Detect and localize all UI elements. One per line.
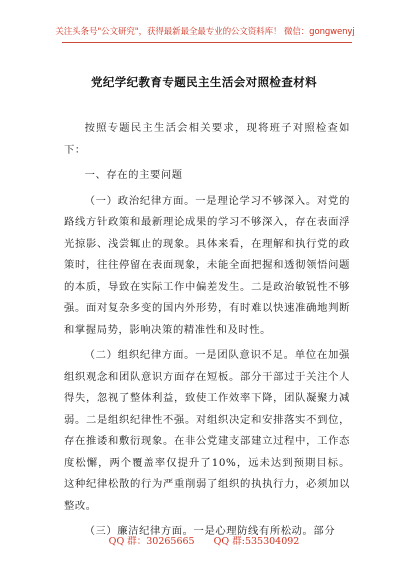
paragraph-political-discipline: （一）政治纪律方面。一是理论学习不够深入。对党的路线方针政策和最新理论成果的学习不够深入，存在表面浮光掠影、浅尝辄止的现象。具体来看，在理解和执行党的政策时，往往停留在表面现象，未能全面把握和透彻领悟问题的本质，导致在实际工作中偏差发生。二是政治敏锐性不够强。面对复杂多变的国内外形势，有时难以快速准确地判断和掌握局势，影响决策的精准性和及时性。 (64, 194, 350, 336)
document-body (64, 118, 350, 543)
footer-qq-group-1: QQ 群：30265665 (108, 536, 195, 547)
paragraph-organizational-discipline: （二）组织纪律方面。一是团队意识不足。单位在加强组织观念和团队意识方面存在短板。部分干部过于关注个人得失，忽视了整体利益，致使工作效率下降，团队凝聚力减弱。二是组织纪律性不强。对组织决定和安排落实不到位，存在推诿和敷衍现象。在非公党建支部建立过程中，工作态度松懈，两个覆盖率仅提升了10%，远未达到预期目标。这种纪律松散的行为严重削弱了组织的执执行力，必须加以整改。 (64, 349, 350, 512)
intro-paragraph: 按照专题民主生活会相关要求，现将班子对照检查如下： (64, 122, 350, 156)
paragraph-integrity-discipline: （三）廉洁纪律方面。一是心理防线有所松动。部分 (84, 525, 336, 537)
header-promo-note: 关注头条号"公文研究"，获得最新最全最专业的公文资料库！ 微信：gongwenyj (55, 27, 355, 37)
footer-contact (0, 533, 408, 547)
header-divider (62, 42, 352, 43)
section-heading: 一、存在的主要问题 (84, 169, 183, 181)
document-title: 党纪学纪教育专题民主生活会对照检查材料 (90, 75, 318, 89)
footer-qq-group-2: QQ 群:535304092 (213, 536, 300, 547)
